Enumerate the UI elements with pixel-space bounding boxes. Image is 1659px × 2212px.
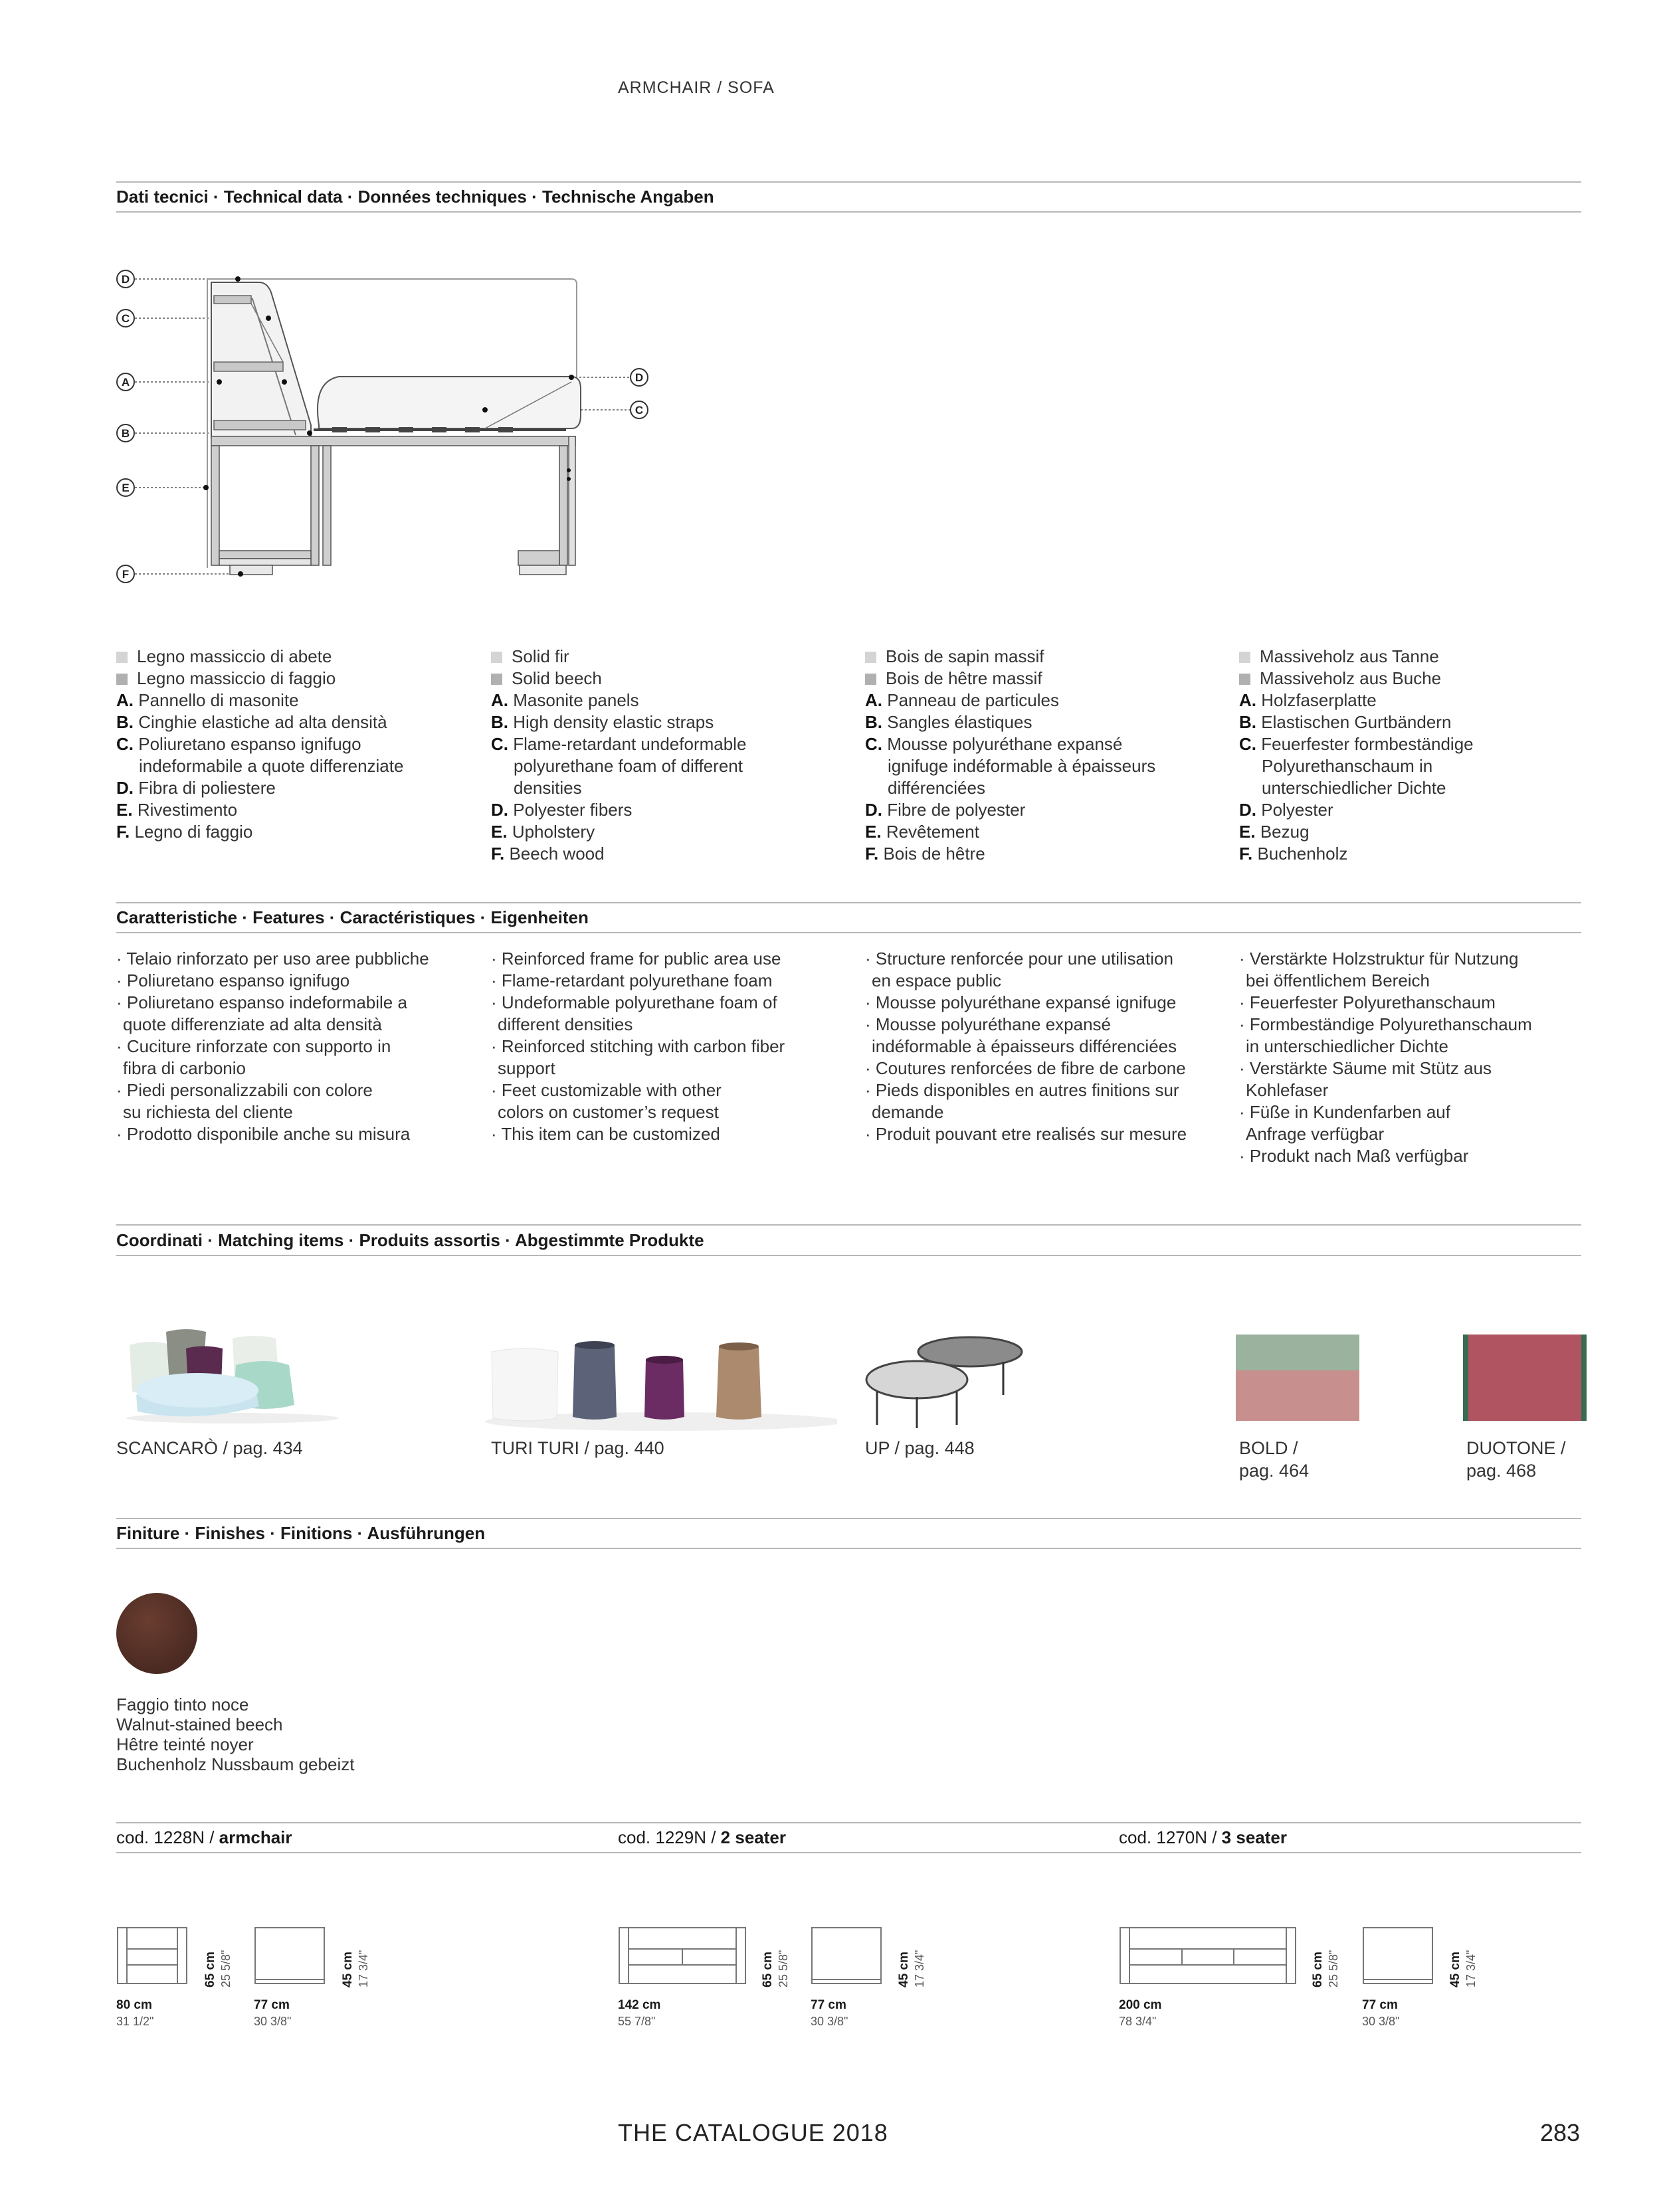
- line-text: Polyester fibers: [513, 800, 633, 820]
- technical-line: [1239, 668, 1474, 690]
- component-letter: E.: [865, 822, 882, 842]
- line-text: · Poliuretano espanso ignifugo: [116, 970, 350, 990]
- divider: [116, 1548, 1581, 1549]
- line-text: Legno massiccio di faggio: [137, 668, 336, 688]
- armchair-width-in: 31 1/2": [116, 2015, 154, 2028]
- 2-seater-width: 142 cm: [618, 1998, 661, 2012]
- line-text: Beech wood: [509, 844, 605, 864]
- 2-seater-width-in: 55 7/8": [618, 2015, 656, 2028]
- line-text: en espace public: [872, 970, 1002, 990]
- technical-line: [865, 646, 1155, 668]
- feature-line: [491, 1036, 785, 1058]
- component-letter: D.: [1239, 800, 1256, 820]
- technical-line: [1239, 843, 1474, 865]
- divider: [116, 1822, 1581, 1823]
- line-text: Polyester: [1261, 800, 1333, 820]
- technical-col-it: [116, 646, 403, 843]
- line-text: · Produkt nach Maß verfügbar: [1239, 1146, 1469, 1166]
- feature-line: [1239, 1014, 1532, 1036]
- technical-line: [491, 646, 746, 668]
- feature-line: [865, 948, 1187, 970]
- divider: [116, 1518, 1581, 1519]
- line-text: fibra di carbonio: [123, 1058, 246, 1078]
- line-text: Massiveholz aus Tanne: [1260, 646, 1439, 666]
- feature-line: [116, 1123, 429, 1145]
- technical-line: [116, 646, 403, 668]
- feature-line: [1239, 1079, 1532, 1101]
- feature-line: [116, 1014, 429, 1036]
- duotone-image: [1462, 1332, 1588, 1425]
- diagram-label-f: F: [122, 568, 130, 581]
- feature-line: [865, 992, 1187, 1014]
- matching-item-scancaro[interactable]: SCANCARÒ / pag. 434: [116, 1438, 303, 1458]
- material-square-icon: [491, 674, 502, 685]
- line-text: indeformabile a quote differenziate: [139, 756, 404, 776]
- line-text: Fibra di poliestere: [138, 778, 276, 798]
- feature-line: [865, 1123, 1187, 1145]
- material-square-icon: [116, 674, 128, 685]
- material-square-icon: [865, 674, 876, 685]
- technical-col-de: [1239, 646, 1474, 865]
- feature-line: [116, 970, 429, 992]
- line-text: polyurethane foam of different: [514, 756, 743, 776]
- component-letter: F.: [865, 844, 879, 864]
- feature-line: [865, 1014, 1187, 1036]
- 3-seater-height: 65 cm: [1311, 1952, 1325, 1987]
- finishes-title: Finiture · Finishes · Finitions · Ausführungen: [116, 1523, 486, 1543]
- line-text: · Undeformable polyurethane foam of: [491, 992, 777, 1012]
- 3-seater-seat-in: 17 3/4": [1464, 1950, 1478, 1987]
- technical-col-fr: [865, 646, 1155, 865]
- technical-line: [1239, 799, 1474, 821]
- line-text: · Füße in Kundenfarben auf: [1239, 1102, 1450, 1122]
- line-text: Cinghie elastiche ad alta densità: [138, 712, 387, 732]
- line-text: · Verstärkte Säume mit Stütz aus: [1239, 1058, 1492, 1078]
- technical-line: [116, 777, 403, 799]
- material-square-icon: [491, 652, 502, 663]
- line-text: différenciées: [888, 778, 985, 798]
- component-letter: E.: [116, 800, 133, 820]
- technical-line: [865, 711, 1155, 733]
- line-text: · Mousse polyuréthane expansé ignifuge: [865, 992, 1177, 1012]
- line-text: indéformable à épaisseurs différenciées: [872, 1036, 1177, 1056]
- line-text: Solid beech: [512, 668, 602, 688]
- technical-line: [491, 668, 746, 690]
- line-text: Legno di faggio: [134, 822, 253, 842]
- line-text: ignifuge indéformable à épaisseurs: [888, 756, 1156, 776]
- feature-line: [1239, 948, 1532, 970]
- line-text: su richiesta del cliente: [123, 1102, 293, 1122]
- technical-line: [1239, 755, 1474, 777]
- component-letter: B.: [491, 712, 508, 732]
- matching-item-bold[interactable]: BOLD / pag. 464: [1239, 1438, 1310, 1481]
- line-text: · Cuciture rinforzate con supporto in: [116, 1036, 391, 1056]
- matching-item-duotone[interactable]: DUOTONE / pag. 468: [1466, 1438, 1566, 1481]
- component-letter: D.: [116, 778, 134, 798]
- line-text: colors on customer’s request: [498, 1102, 719, 1122]
- component-letter: A.: [491, 690, 508, 710]
- feature-line: [865, 1079, 1187, 1101]
- line-text: · Reinforced frame for public area use: [491, 949, 781, 968]
- line-text: Buchenholz: [1257, 844, 1348, 864]
- feature-line: [491, 992, 785, 1014]
- technical-line: [116, 733, 403, 755]
- line-text: · Piedi personalizzabili con colore: [116, 1080, 373, 1100]
- component-letter: B.: [865, 712, 882, 732]
- line-text: Solid fir: [512, 646, 569, 666]
- technical-line: [491, 711, 746, 733]
- diagram-label-d: D: [121, 273, 130, 286]
- line-text: unterschiedlicher Dichte: [1262, 778, 1446, 798]
- matching-title: Coordinati · Matching items · Produits assortis · Abgestimmte Produkte: [116, 1230, 704, 1250]
- line-text: Panneau de particules: [887, 690, 1059, 710]
- diagram-label-e: E: [122, 482, 130, 494]
- line-text: Elastischen Gurtbändern: [1261, 712, 1452, 732]
- line-text: · Formbeständige Polyurethanschaum: [1239, 1014, 1532, 1034]
- feature-line: [116, 1036, 429, 1058]
- feature-line: [491, 1101, 785, 1123]
- technical-line: [1239, 690, 1474, 711]
- bold-image: [1234, 1332, 1361, 1425]
- features-col-de: [1239, 948, 1532, 1167]
- line-text: · Mousse polyuréthane expansé: [865, 1014, 1112, 1034]
- feature-line: [491, 1123, 785, 1145]
- feature-line: [116, 1079, 429, 1101]
- line-text: Feuerfester formbeständige: [1261, 734, 1474, 754]
- line-text: Mousse polyuréthane expansé: [887, 734, 1123, 754]
- component-letter: D.: [491, 800, 508, 820]
- 3-seater-width-in: 78 3/4": [1119, 2015, 1157, 2028]
- line-text: Poliuretano espanso ignifugo: [138, 734, 361, 754]
- 2-seater-side-view: [811, 1926, 884, 1986]
- component-letter: E.: [1239, 822, 1256, 842]
- feature-line: [116, 948, 429, 970]
- up-image: [864, 1332, 1023, 1431]
- feature-line: [865, 970, 1187, 992]
- component-letter: F.: [491, 844, 505, 864]
- material-square-icon: [1239, 652, 1250, 663]
- 3-seater-side-view: [1362, 1926, 1435, 1986]
- 3-seater-height-in: 25 5/8": [1327, 1950, 1340, 1987]
- component-letter: A.: [116, 690, 134, 710]
- component-letter: C.: [116, 734, 134, 754]
- technical-line: [1239, 821, 1474, 843]
- 3-seater-depth: 77 cm: [1362, 1998, 1398, 2012]
- feature-line: [116, 1101, 429, 1123]
- line-text: · Pieds disponibles en autres finitions sur: [865, 1080, 1179, 1100]
- line-text: · Coutures renforcées de fibre de carbone: [865, 1058, 1186, 1078]
- line-text: Bezug: [1260, 822, 1310, 842]
- armchair-height: 65 cm: [203, 1952, 217, 1987]
- diagram-label-c: C: [121, 312, 130, 325]
- line-text: · Feuerfester Polyurethanschaum: [1239, 992, 1496, 1012]
- armchair-seat-in: 17 3/4": [357, 1950, 370, 1987]
- line-text: Holzfaserplatte: [1261, 690, 1377, 710]
- armchair-side-view: [254, 1926, 327, 1986]
- material-square-icon: [865, 652, 876, 663]
- material-square-icon: [1239, 674, 1250, 685]
- line-text: quote differenziate ad alta densità: [123, 1014, 382, 1034]
- line-text: · This item can be customized: [491, 1124, 720, 1144]
- technical-line: [865, 843, 1155, 865]
- technical-title: Dati tecnici · Technical data · Données techniques · Technische Angaben: [116, 187, 714, 207]
- features-col-en: [491, 948, 785, 1145]
- component-letter: F.: [116, 822, 130, 842]
- turi-turi-image: [465, 1332, 837, 1431]
- feature-line: [1239, 1101, 1532, 1123]
- 2-seater-depth-in: 30 3/8": [811, 2015, 848, 2028]
- line-text: · Flame-retardant polyurethane foam: [491, 970, 773, 990]
- 3-seater-seat: 45 cm: [1448, 1952, 1462, 1987]
- line-text: · Poliuretano espanso indeformabile a: [116, 992, 407, 1012]
- line-text: · Reinforced stitching with carbon fiber: [491, 1036, 785, 1056]
- diagram-label-c-right: C: [634, 404, 644, 416]
- page-category: ARMCHAIR / SOFA: [618, 78, 775, 97]
- diagram-label-d-right: D: [634, 371, 644, 384]
- component-letter: D.: [865, 800, 882, 820]
- line-text: · Prodotto disponibile anche su misura: [116, 1124, 411, 1144]
- line-text: Fibre de polyester: [887, 800, 1026, 820]
- feature-line: [865, 1101, 1187, 1123]
- technical-line: [491, 821, 746, 843]
- technical-line: [116, 755, 403, 777]
- technical-col-en: [491, 646, 746, 865]
- line-text: Massiveholz aus Buche: [1260, 668, 1442, 688]
- 2-seater-front-view: [618, 1926, 748, 1986]
- matching-item-turi-turi[interactable]: TURI TURI / pag. 440: [491, 1438, 664, 1458]
- technical-line: [491, 690, 746, 711]
- feature-line: [865, 1036, 1187, 1058]
- technical-line: [116, 821, 403, 843]
- line-text: Bois de hêtre massif: [886, 668, 1042, 688]
- technical-line: [865, 755, 1155, 777]
- 2-seater-height-in: 25 5/8": [777, 1950, 790, 1987]
- line-text: Pannello di masonite: [138, 690, 299, 710]
- features-title: Caratteristiche · Features · Caractéristiques · Eigenheiten: [116, 907, 589, 927]
- component-letter: F.: [1239, 844, 1253, 864]
- diagram-label-b: B: [121, 427, 130, 440]
- divider: [116, 181, 1581, 183]
- technical-line: [1239, 777, 1474, 799]
- component-letter: E.: [491, 822, 508, 842]
- line-text: Revêtement: [886, 822, 979, 842]
- material-square-icon: [116, 652, 128, 663]
- feature-line: [491, 1058, 785, 1079]
- feature-line: [1239, 1036, 1532, 1058]
- line-text: demande: [872, 1102, 944, 1122]
- line-text: · Verstärkte Holzstruktur für Nutzung: [1239, 949, 1519, 968]
- 3-seater-depth-in: 30 3/8": [1362, 2015, 1400, 2028]
- footer-catalogue: THE CATALOGUE 2018: [618, 2119, 888, 2146]
- component-letter: C.: [1239, 734, 1256, 754]
- technical-line: [1239, 733, 1474, 755]
- line-text: Bois de hêtre: [883, 844, 985, 864]
- technical-line: [865, 799, 1155, 821]
- feature-line: [865, 1058, 1187, 1079]
- line-text: in unterschiedlicher Dichte: [1246, 1036, 1448, 1056]
- technical-line: [491, 777, 746, 799]
- feature-line: [1239, 1145, 1532, 1167]
- technical-line: [491, 755, 746, 777]
- line-text: · Telaio rinforzato per uso aree pubbliche: [116, 949, 429, 968]
- line-text: Upholstery: [512, 822, 595, 842]
- feature-line: [116, 992, 429, 1014]
- technical-line: [865, 777, 1155, 799]
- technical-line: [865, 690, 1155, 711]
- line-text: Bois de sapin massif: [886, 646, 1044, 666]
- feature-line: [491, 1014, 785, 1036]
- divider: [116, 932, 1581, 933]
- armchair-height-in: 25 5/8": [219, 1950, 233, 1987]
- line-text: densities: [514, 778, 582, 798]
- line-text: · Produit pouvant etre realisés sur mesure: [865, 1124, 1187, 1144]
- scancaro-image: [123, 1319, 342, 1425]
- matching-item-up[interactable]: UP / pag. 448: [865, 1438, 975, 1458]
- line-text: High density elastic straps: [513, 712, 714, 732]
- component-letter: A.: [865, 690, 882, 710]
- component-letter: B.: [1239, 712, 1256, 732]
- diagram-label-a: A: [121, 376, 130, 389]
- product-code-3-seater: cod. 1270N / 3 seater: [1119, 1827, 1287, 1847]
- features-col-fr: [865, 948, 1187, 1145]
- technical-line: [1239, 646, 1474, 668]
- product-code-2-seater: cod. 1229N / 2 seater: [618, 1827, 786, 1847]
- line-text: Flame-retardant undeformable: [513, 734, 747, 754]
- armchair-width: 80 cm: [116, 1998, 152, 2012]
- technical-line: [865, 733, 1155, 755]
- features-col-it: [116, 948, 429, 1145]
- technical-line: [1239, 711, 1474, 733]
- feature-line: [491, 948, 785, 970]
- feature-line: [491, 1079, 785, 1101]
- finish-swatch-walnut: [116, 1593, 197, 1674]
- divider: [116, 1852, 1581, 1853]
- line-text: different densities: [498, 1014, 633, 1034]
- armchair-depth-in: 30 3/8": [254, 2015, 292, 2028]
- divider: [116, 1224, 1581, 1226]
- feature-line: [491, 970, 785, 992]
- line-text: Rivestimento: [137, 800, 238, 820]
- technical-line: [116, 690, 403, 711]
- technical-line: [865, 668, 1155, 690]
- technical-line: [116, 668, 403, 690]
- component-letter: B.: [116, 712, 134, 732]
- armchair-front-view: [116, 1926, 189, 1986]
- line-text: Legno massiccio di abete: [137, 646, 332, 666]
- feature-line: [1239, 992, 1532, 1014]
- product-code-armchair: cod. 1228N / armchair: [116, 1827, 292, 1847]
- armchair-seat: 45 cm: [341, 1952, 355, 1987]
- technical-line: [491, 733, 746, 755]
- technical-line: [491, 799, 746, 821]
- line-text: support: [498, 1058, 555, 1078]
- 3-seater-front-view: [1119, 1926, 1298, 1986]
- 2-seater-height: 65 cm: [761, 1952, 775, 1987]
- 3-seater-width: 200 cm: [1119, 1998, 1162, 2012]
- page-number: 283: [1540, 2119, 1581, 2146]
- feature-line: [116, 1058, 429, 1079]
- technical-line: [116, 711, 403, 733]
- line-text: Anfrage verfügbar: [1246, 1124, 1385, 1144]
- feature-line: [1239, 1058, 1532, 1079]
- section-diagram: [113, 262, 664, 595]
- technical-line: [491, 843, 746, 865]
- line-text: Kohlefaser: [1246, 1080, 1329, 1100]
- technical-line: [116, 799, 403, 821]
- finish-label: Faggio tinto noce Walnut-stained beech Hêtre teinté noyer Buchenholz Nussbaum gebeizt: [116, 1695, 355, 1774]
- component-letter: C.: [491, 734, 508, 754]
- 2-seater-seat: 45 cm: [897, 1952, 911, 1987]
- divider: [116, 902, 1581, 903]
- component-letter: A.: [1239, 690, 1256, 710]
- divider: [116, 211, 1581, 213]
- feature-line: [1239, 970, 1532, 992]
- technical-line: [865, 821, 1155, 843]
- divider: [116, 1255, 1581, 1256]
- line-text: Polyurethanschaum in: [1262, 756, 1433, 776]
- line-text: bei öffentlichem Bereich: [1246, 970, 1430, 990]
- 2-seater-depth: 77 cm: [811, 1998, 846, 2012]
- line-text: · Feet customizable with other: [491, 1080, 722, 1100]
- feature-line: [1239, 1123, 1532, 1145]
- line-text: Masonite panels: [513, 690, 639, 710]
- armchair-depth: 77 cm: [254, 1998, 290, 2012]
- 2-seater-seat-in: 17 3/4": [913, 1950, 926, 1987]
- line-text: · Structure renforcée pour une utilisation: [865, 949, 1173, 968]
- line-text: Sangles élastiques: [887, 712, 1032, 732]
- component-letter: C.: [865, 734, 882, 754]
